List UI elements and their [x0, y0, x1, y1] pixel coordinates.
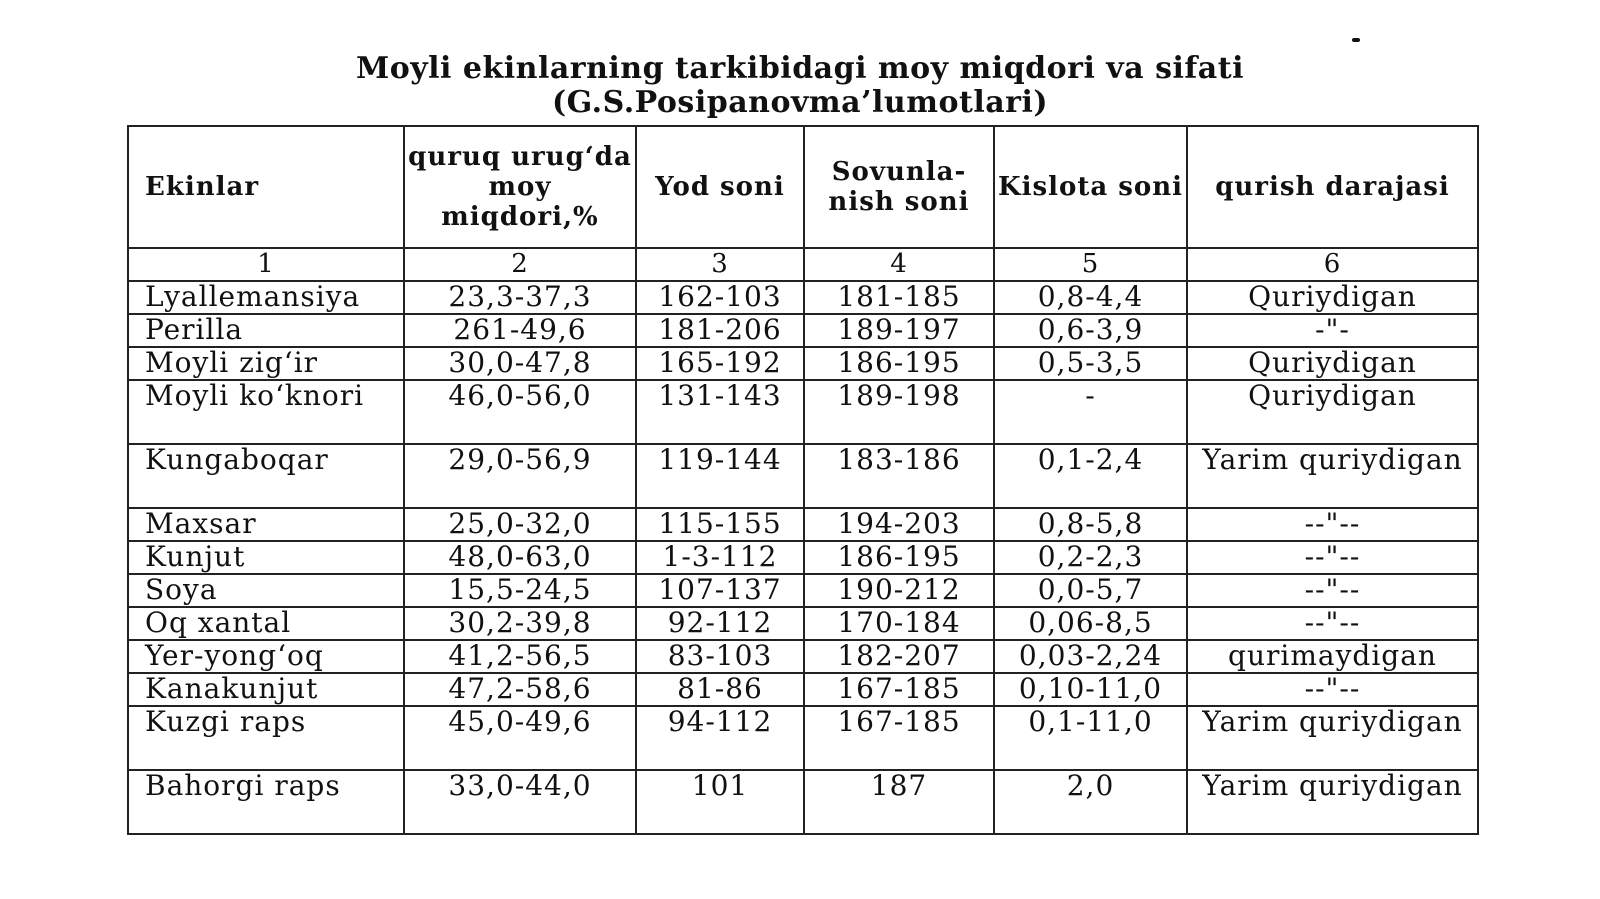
saponification-number-cell: 183-186	[804, 444, 994, 508]
saponification-number-cell: 186-195	[804, 347, 994, 380]
oil-content-cell: 41,2-56,5	[404, 640, 636, 673]
saponification-number-cell: 186-195	[804, 541, 994, 574]
iodine-number-cell: 131-143	[636, 380, 804, 444]
saponification-number-cell: 182-207	[804, 640, 994, 673]
table-row	[128, 770, 1478, 834]
crop-name-cell: Lyallemansiya	[128, 281, 404, 314]
saponification-number-cell: 170-184	[804, 607, 994, 640]
crop-name-cell: Yer-yong‘oq	[128, 640, 404, 673]
iodine-number-cell: 101	[636, 770, 804, 834]
column-number: 5	[994, 248, 1187, 281]
corner-mark	[1352, 38, 1360, 42]
drying-degree-cell: --"--	[1187, 673, 1478, 706]
drying-degree-cell: --"--	[1187, 508, 1478, 541]
crop-name-cell: Perilla	[128, 314, 404, 347]
iodine-number-cell: 107-137	[636, 574, 804, 607]
oil-content-cell: 15,5-24,5	[404, 574, 636, 607]
oil-content-cell: 33,0-44,0	[404, 770, 636, 834]
table-row	[128, 607, 1478, 640]
oil-crops-table	[127, 125, 1479, 835]
table-row	[128, 706, 1478, 770]
oil-content-cell: 48,0-63,0	[404, 541, 636, 574]
column-number: 4	[804, 248, 994, 281]
drying-degree-cell: --"--	[1187, 574, 1478, 607]
oil-content-cell: 261-49,6	[404, 314, 636, 347]
crop-name-cell: Moyli zig‘ir	[128, 347, 404, 380]
column-number: 6	[1187, 248, 1478, 281]
saponification-number-cell: 189-198	[804, 380, 994, 444]
crop-name-cell: Kungaboqar	[128, 444, 404, 508]
header-oil-content: quruq urug‘da moy miqdori,%	[404, 126, 636, 248]
acid-number-cell: 0,1-2,4	[994, 444, 1187, 508]
crop-name-cell: Oq xantal	[128, 607, 404, 640]
column-number-row	[128, 248, 1478, 281]
header-row	[128, 126, 1478, 248]
oil-content-cell: 29,0-56,9	[404, 444, 636, 508]
table-row	[128, 541, 1478, 574]
header-crops: Ekinlar	[128, 126, 404, 248]
saponification-number-cell: 190-212	[804, 574, 994, 607]
header-acid-number: Kislota soni	[994, 126, 1187, 248]
column-number: 3	[636, 248, 804, 281]
table-row	[128, 444, 1478, 508]
table-row	[128, 508, 1478, 541]
iodine-number-cell: 92-112	[636, 607, 804, 640]
crop-name-cell: Soya	[128, 574, 404, 607]
page-subtitle: (G.S.Posipanovma’lumotlari)	[551, 85, 1049, 120]
column-number: 1	[128, 248, 404, 281]
oil-content-cell: 47,2-58,6	[404, 673, 636, 706]
crop-name-cell: Kunjut	[128, 541, 404, 574]
page-title: Moyli ekinlarning tarkibidagi moy miqdori va sifati	[355, 51, 1244, 86]
iodine-number-cell: 119-144	[636, 444, 804, 508]
oil-content-cell: 45,0-49,6	[404, 706, 636, 770]
oil-content-cell: 46,0-56,0	[404, 380, 636, 444]
acid-number-cell: -	[994, 380, 1187, 444]
oil-content-cell: 30,2-39,8	[404, 607, 636, 640]
acid-number-cell: 0,06-8,5	[994, 607, 1187, 640]
crop-name-cell: Kuzgi raps	[128, 706, 404, 770]
oil-content-cell: 30,0-47,8	[404, 347, 636, 380]
acid-number-cell: 0,0-5,7	[994, 574, 1187, 607]
title-block	[0, 52, 1600, 120]
drying-degree-cell: --"--	[1187, 541, 1478, 574]
drying-degree-cell: Quriydigan	[1187, 281, 1478, 314]
saponification-number-cell: 187	[804, 770, 994, 834]
header-iodine-number: Yod soni	[636, 126, 804, 248]
acid-number-cell: 0,5-3,5	[994, 347, 1187, 380]
header-drying-degree: qurish darajasi	[1187, 126, 1478, 248]
drying-degree-cell: Quriydigan	[1187, 380, 1478, 444]
table-row	[128, 347, 1478, 380]
drying-degree-cell: --"--	[1187, 607, 1478, 640]
acid-number-cell: 0,1-11,0	[994, 706, 1187, 770]
crop-name-cell: Moyli ko‘knori	[128, 380, 404, 444]
saponification-number-cell: 181-185	[804, 281, 994, 314]
iodine-number-cell: 1-3-112	[636, 541, 804, 574]
acid-number-cell: 0,03-2,24	[994, 640, 1187, 673]
iodine-number-cell: 83-103	[636, 640, 804, 673]
acid-number-cell: 0,8-5,8	[994, 508, 1187, 541]
table-row	[128, 574, 1478, 607]
drying-degree-cell: Yarim quriydigan	[1187, 444, 1478, 508]
saponification-number-cell: 167-185	[804, 706, 994, 770]
iodine-number-cell: 165-192	[636, 347, 804, 380]
drying-degree-cell: -"-	[1187, 314, 1478, 347]
acid-number-cell: 0,8-4,4	[994, 281, 1187, 314]
table-row	[128, 673, 1478, 706]
iodine-number-cell: 81-86	[636, 673, 804, 706]
crop-name-cell: Kanakunjut	[128, 673, 404, 706]
iodine-number-cell: 94-112	[636, 706, 804, 770]
acid-number-cell: 0,2-2,3	[994, 541, 1187, 574]
drying-degree-cell: Quriydigan	[1187, 347, 1478, 380]
table-row	[128, 314, 1478, 347]
table-row	[128, 281, 1478, 314]
oil-content-cell: 25,0-32,0	[404, 508, 636, 541]
saponification-number-cell: 167-185	[804, 673, 994, 706]
crop-name-cell: Maxsar	[128, 508, 404, 541]
acid-number-cell: 2,0	[994, 770, 1187, 834]
saponification-number-cell: 189-197	[804, 314, 994, 347]
column-number: 2	[404, 248, 636, 281]
table-row	[128, 640, 1478, 673]
oil-content-cell: 23,3-37,3	[404, 281, 636, 314]
drying-degree-cell: Yarim quriydigan	[1187, 706, 1478, 770]
drying-degree-cell: qurimaydigan	[1187, 640, 1478, 673]
crop-name-cell: Bahorgi raps	[128, 770, 404, 834]
iodine-number-cell: 115-155	[636, 508, 804, 541]
acid-number-cell: 0,6-3,9	[994, 314, 1187, 347]
table-row	[128, 380, 1478, 444]
drying-degree-cell: Yarim quriydigan	[1187, 770, 1478, 834]
saponification-number-cell: 194-203	[804, 508, 994, 541]
header-saponification-number: Sovunla-nish soni	[804, 126, 994, 248]
iodine-number-cell: 181-206	[636, 314, 804, 347]
iodine-number-cell: 162-103	[636, 281, 804, 314]
acid-number-cell: 0,10-11,0	[994, 673, 1187, 706]
